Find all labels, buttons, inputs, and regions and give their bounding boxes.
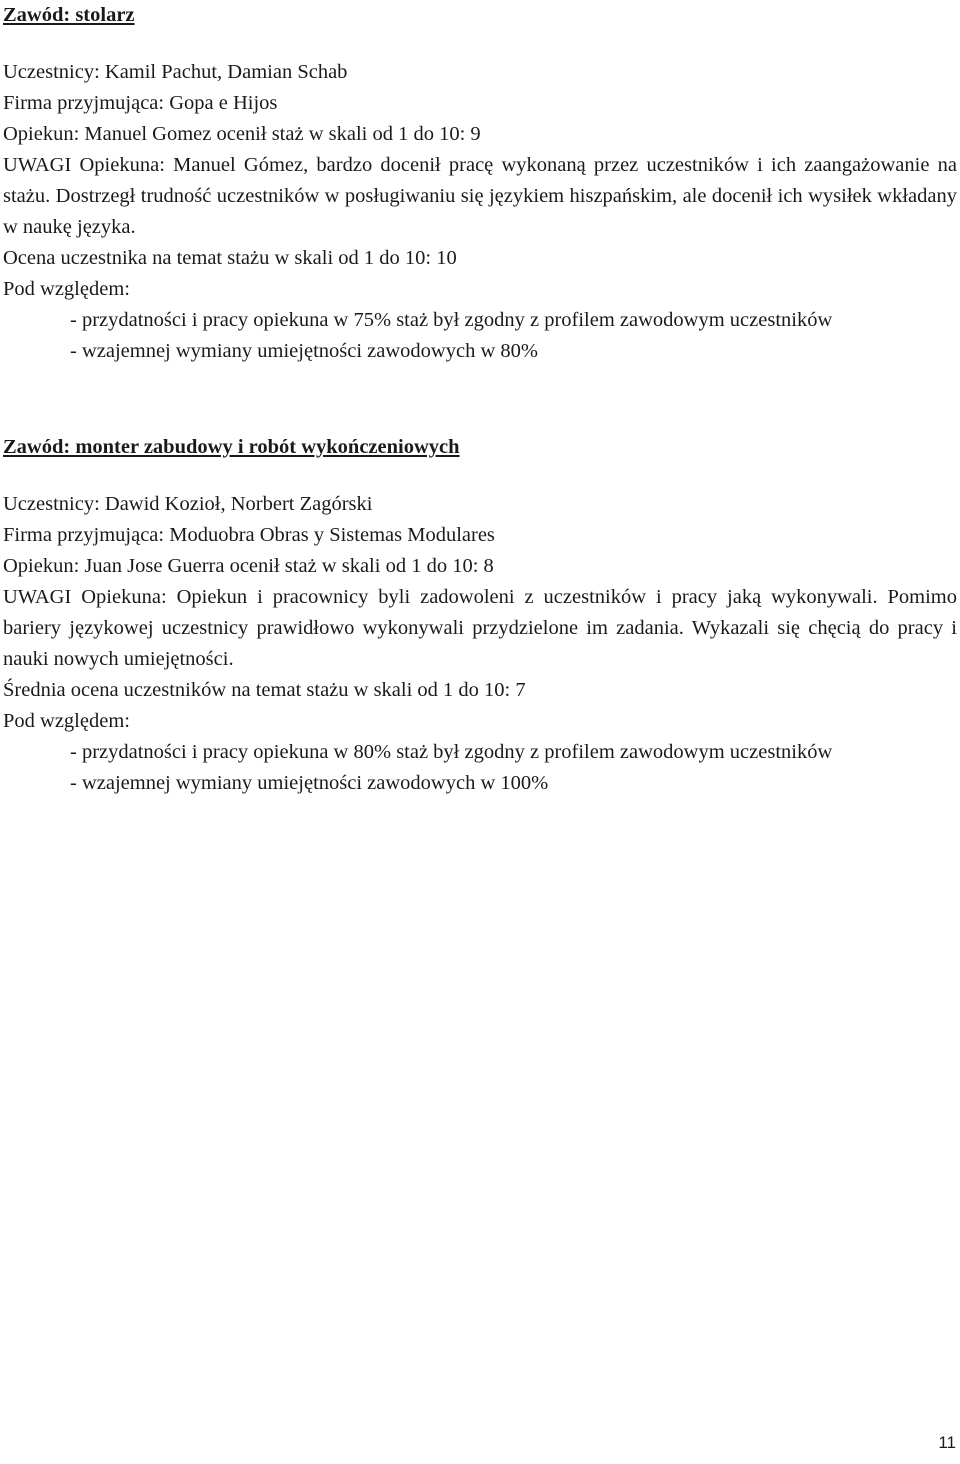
participants-line: Uczestnicy: Dawid Kozioł, Norbert Zagórski: [3, 493, 373, 515]
participant-rating-line: Ocena uczestnika na temat stażu w skali od 1 do 10: 10: [3, 247, 457, 269]
regarding-label: Pod względem:: [3, 278, 130, 300]
mentor-remarks: UWAGI Opiekuna: Opiekun i pracownicy byli zadowoleni z uczestników i pracy jaką wykonywali. Pomimo bariery językowej uczestnicy prawidłowo wykonywali przydzielone im zadania. Wykazali się chęcią do pracy i nauki nowych umiejętności.: [3, 586, 957, 670]
criterion-item: - przydatności i pracy opiekuna w 75% staż był zgodny z profilem zawodowym uczestników: [70, 309, 833, 331]
regarding-label: Pod względem:: [3, 710, 130, 732]
section-spacer: [3, 462, 957, 489]
criterion-item: - wzajemnej wymiany umiejętności zawodowych w 80%: [70, 340, 538, 362]
company-line: Firma przyjmująca: Gopa e Hijos: [3, 92, 278, 114]
section-heading: Zawód: monter zabudowy i robót wykończeniowych: [3, 436, 460, 458]
participants-line: Uczestnicy: Kamil Pachut, Damian Schab: [3, 61, 348, 83]
section-monter: [3, 432, 957, 799]
participant-rating-line: Średnia ocena uczestników na temat stażu w skali od 1 do 10: 7: [3, 679, 526, 701]
criterion-item: - wzajemnej wymiany umiejętności zawodowych w 100%: [70, 772, 549, 794]
section-spacer: [3, 30, 957, 57]
mentor-rating-line: Opiekun: Juan Jose Guerra ocenił staż w skali od 1 do 10: 8: [3, 555, 494, 577]
section-stolarz: [3, 0, 957, 367]
mentor-remarks: UWAGI Opiekuna: Manuel Gómez, bardzo docenił pracę wykonaną przez uczestników i ich zaangażowanie na stażu. Dostrzegł trudność uczestników w posługiwaniu się językiem hiszpańskim, ale docenił ich wysiłek wkładany w naukę języka.: [3, 154, 957, 238]
page-number: 11: [938, 1433, 956, 1452]
mentor-rating-line: Opiekun: Manuel Gomez ocenił staż w skali od 1 do 10: 9: [3, 123, 481, 145]
criterion-item: - przydatności i pracy opiekuna w 80% staż był zgodny z profilem zawodowym uczestników: [70, 741, 833, 763]
section-heading: Zawód: stolarz: [3, 4, 135, 26]
company-line: Firma przyjmująca: Moduobra Obras y Sistemas Modulares: [3, 524, 495, 546]
